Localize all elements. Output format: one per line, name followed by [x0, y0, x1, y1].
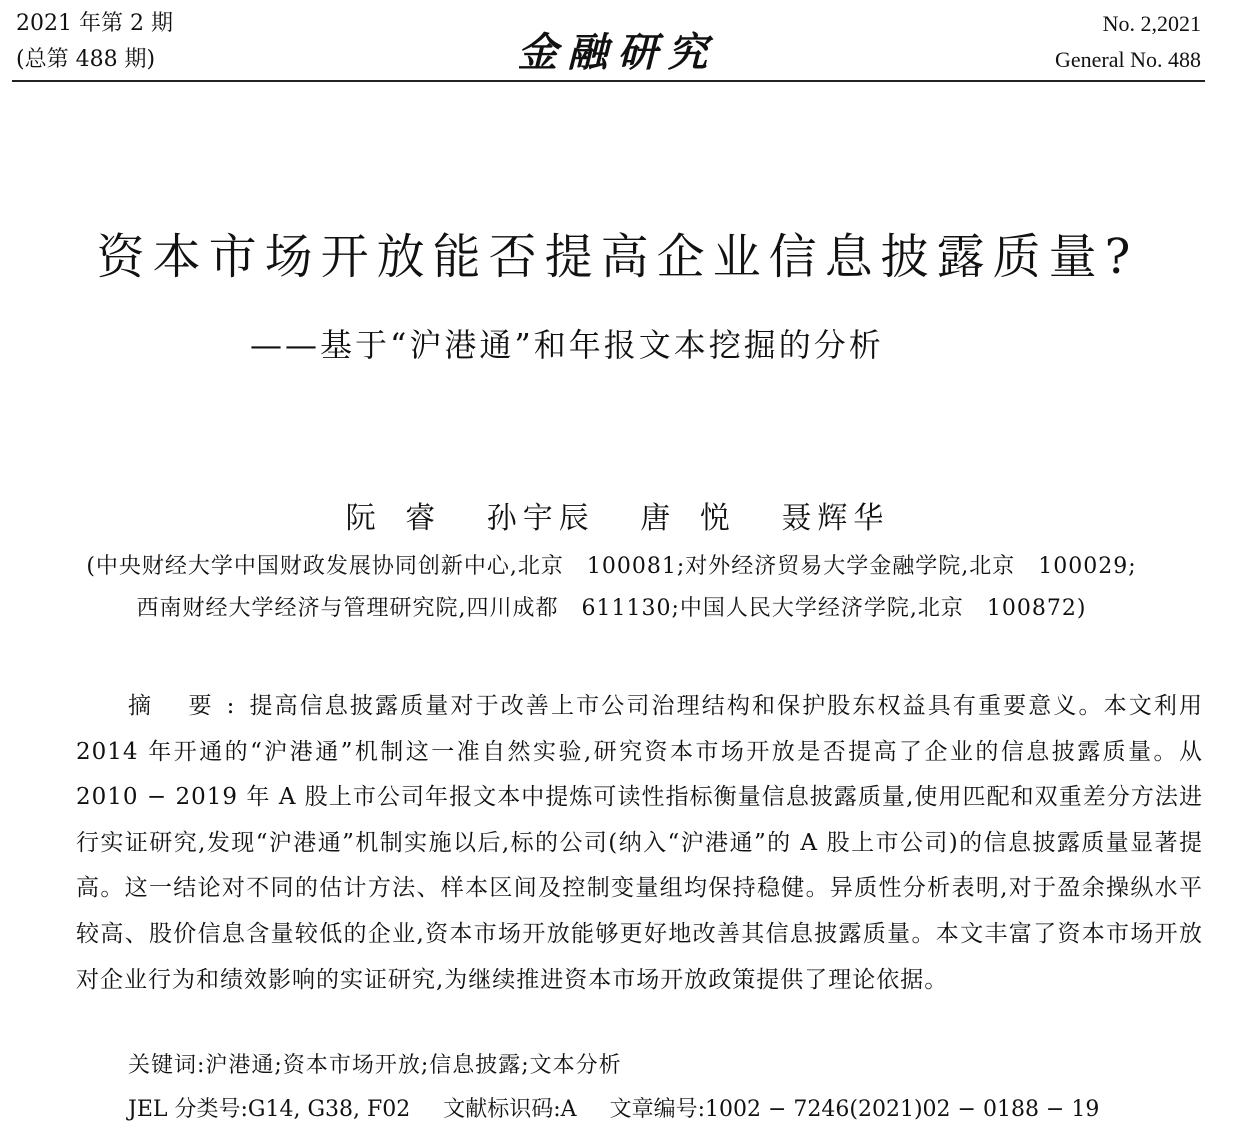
total-issue-en: General No. 488	[1054, 47, 1201, 72]
article-number: 文章编号:1002 − 7246(2021)02 − 0188 − 19	[609, 1097, 1100, 1122]
issue-number-en: No. 2,2021	[1102, 11, 1201, 36]
abstract-text: 提高信息披露质量对于改善上市公司治理结构和保护股东权益具有重要意义。本文利用 2014 年开通的“沪港通”机制这一准自然实验,研究资本市场开放是否提高了企业的信息披露质量。从 2010 − 2019 年 A 股上市公司年报文本中提炼可读性指标衡量信息披露质量,使用匹配和双重差分方法进行实证研究,发现“沪港通”机制实施以后,标的公司(纳入“沪港通”的 A 股上市公司)的信息披露质量显著提高。这一结论对不同的估计方法、样本区间及控制变量组均保持稳健。异质性分析表明,对于盈余操纵水平较高、股价信息含量较低的企业,资本市场开放能够更好地改善其信息披露质量。本文丰富了资本市场开放对企业行为和绩效影响的实证研究,为继续推进资本市场开放政策提供了理论依据。	[76, 693, 1203, 993]
document-code: 文献标识码:A	[443, 1097, 577, 1122]
jel-code: JEL 分类号:G14, G38, F02	[128, 1097, 411, 1122]
journal-logo: 金融研究	[517, 29, 718, 76]
paper-subtitle: ——基于“沪港通”和年报文本挖掘的分析	[250, 326, 884, 364]
issue-info-en	[1055, 6, 1201, 78]
total-issue-cn: (总第 488 期)	[16, 47, 156, 72]
author-name: 聂辉华	[781, 501, 890, 536]
header-divider	[12, 80, 1205, 82]
affiliation-line: (中央财经大学中国财政发展协同创新中心,北京 100081;对外经济贸易大学金融学院,北京 100029;	[86, 554, 1137, 579]
author-name: 唐 悦	[640, 501, 736, 536]
abstract-label: 摘 要:	[128, 693, 249, 719]
author-name: 阮 睿	[345, 501, 442, 536]
abstract	[76, 684, 1203, 1003]
affiliation-line: 西南财经大学经济与管理研究院,四川成都 611130;中国人民大学经济学院,北京 100872)	[136, 596, 1087, 621]
affiliations	[8, 546, 1215, 630]
author-name: 孙宇辰	[486, 501, 595, 536]
issue-number-cn: 2021 年第 2 期	[16, 11, 173, 36]
keywords: 关键词:沪港通;资本市场开放;信息披露;文本分析	[128, 1053, 622, 1078]
paper-title: 资本市场开放能否提高企业信息披露质量?	[96, 229, 1139, 285]
classification-line	[128, 1090, 1125, 1130]
author-list	[0, 494, 1235, 544]
